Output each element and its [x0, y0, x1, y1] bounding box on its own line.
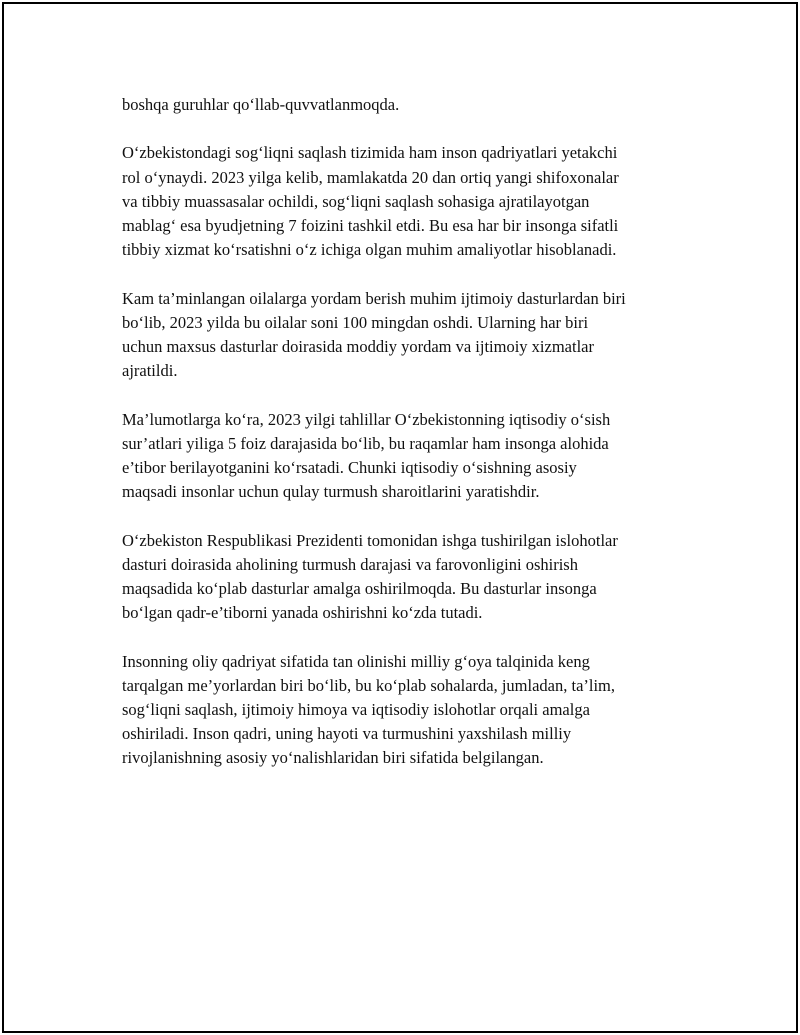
text-line: Insonning oliy qadriyat sifatida tan olinishi milliy g‘oya talqinida keng — [122, 651, 590, 671]
paragraph-economic-growth — [122, 408, 686, 505]
paragraph-healthcare — [122, 141, 686, 262]
text-line: sur’atlari yiliga 5 foiz darajasida bo‘lib, bu raqamlar ham insonga alohida — [122, 433, 609, 453]
text-line: oshiriladi. Inson qadri, uning hayoti va turmushini yaxshilash milliy — [122, 724, 572, 744]
text-line: ajratildi. — [122, 361, 178, 381]
text-line: va tibbiy muassasalar ochildi, sog‘liqni saqlash sohasiga ajratilayotgan — [122, 191, 590, 211]
text-line: bo‘lgan qadr-e’tiborni yanada oshirishni ko‘zda tutadi. — [122, 603, 483, 623]
text-line: sog‘liqni saqlash, ijtimoiy himoya va iqtisodiy islohotlar orqali amalga — [122, 700, 590, 719]
paragraph-social-support — [122, 287, 686, 384]
text-line: maqsadi insonlar uchun qulay turmush sharoitlarini yaratishdir. — [122, 482, 540, 502]
text-line: uchun maxsus dasturlar doirasida moddiy yordam va ijtimoiy xizmatlar — [122, 337, 594, 356]
text-line: maqsadida ko‘plab dasturlar amalga oshirilmoqda. Bu dasturlar insonga — [122, 579, 597, 598]
page-body — [122, 93, 686, 795]
text-line: boshqa guruhlar qo‘llab-quvvatlanmoqda. — [122, 95, 400, 114]
text-line: mablag‘ esa byudjetning 7 foizini tashkil etdi. Bu esa har bir insonga sifatli — [122, 216, 619, 235]
text-line: e’tibor berilayotganini ko‘rsatadi. Chunki iqtisodiy o‘sishning asosiy — [122, 458, 577, 477]
text-line: Ma’lumotlarga ko‘ra, 2023 yilgi tahlillar O‘zbekistonning iqtisodiy o‘sish — [122, 409, 611, 429]
text-line: bo‘lib, 2023 yilda bu oilalar soni 100 mingdan oshdi. Ularning har biri — [122, 312, 589, 332]
paragraph-reforms — [122, 529, 686, 626]
text-line: dasturi doirasida aholining turmush darajasi va farovonligini oshirish — [122, 554, 578, 574]
document-page — [2, 2, 798, 1033]
text-line: rivojlanishning asosiy yo‘nalishlaridan biri sifatida belgilangan. — [122, 748, 544, 768]
text-line: O‘zbekiston Respublikasi Prezidenti tomonidan ishga tushirilgan islohotlar — [122, 530, 618, 550]
paragraph-continuation — [122, 93, 686, 117]
paragraph-national-idea — [122, 650, 686, 771]
text-line: tarqalgan me’yorlardan biri bo‘lib, bu ko‘plab sohalarda, jumladan, ta’lim, — [122, 675, 616, 695]
text-line: Kam ta’minlangan oilalarga yordam berish muhim ijtimoiy dasturlardan biri — [122, 288, 626, 308]
text-line: tibbiy xizmat ko‘rsatishni o‘z ichiga olgan muhim amaliyotlar hisoblanadi. — [122, 240, 617, 260]
text-line: O‘zbekistondagi sog‘liqni saqlash tizimida ham inson qadriyatlari yetakchi — [122, 143, 618, 163]
text-line: rol o‘ynaydi. 2023 yilga kelib, mamlakatda 20 dan ortiq yangi shifoxonalar — [122, 167, 619, 187]
